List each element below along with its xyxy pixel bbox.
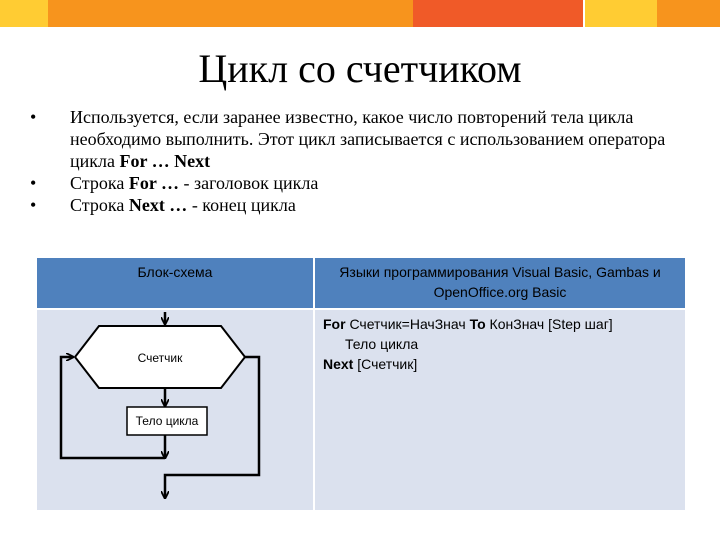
bullet-text: Используется, если заранее известно, какое число повторений тела цикла необходимо выполнить. Этот цикл записывается с использованием оператора цикла For … Next <box>70 107 666 171</box>
code-cell <box>315 310 685 510</box>
top-bar-segment <box>0 0 48 27</box>
top-bar-segment <box>413 0 583 27</box>
bullet-marker: • <box>30 173 37 193</box>
header-flowchart: Блок-схема <box>37 258 313 308</box>
counter-label: Счетчик <box>137 351 183 365</box>
code-line-body: Тело цикла <box>345 336 419 352</box>
comparison-table <box>37 258 685 510</box>
top-bar-segment <box>585 0 657 27</box>
top-bar-segment <box>48 0 413 27</box>
bullet-text: Строка Next … - конец цикла <box>70 195 296 215</box>
code-line-for: For Счетчик=НачЗнач To КонЗнач [Step шаг] <box>323 316 613 332</box>
flowchart-cell <box>37 310 313 510</box>
slide-title: Цикл со счетчиком <box>198 46 522 91</box>
bullet-text: Строка For … - заголовок цикла <box>70 173 319 193</box>
bullet-marker: • <box>30 107 37 127</box>
bullet-list <box>30 106 690 216</box>
loop-flowchart <box>37 310 313 510</box>
bullet-marker: • <box>30 195 37 215</box>
code-line-next: Next [Счетчик] <box>323 356 418 372</box>
bullet-item <box>30 194 690 216</box>
header-languages: Языки программирования Visual Basic, Gambas и OpenOffice.org Basic <box>315 258 685 308</box>
bullet-item <box>30 172 690 194</box>
top-bar-segment <box>657 0 720 27</box>
body-label: Тело цикла <box>135 414 199 428</box>
top-color-bar <box>0 0 720 27</box>
bullet-item <box>30 106 690 172</box>
